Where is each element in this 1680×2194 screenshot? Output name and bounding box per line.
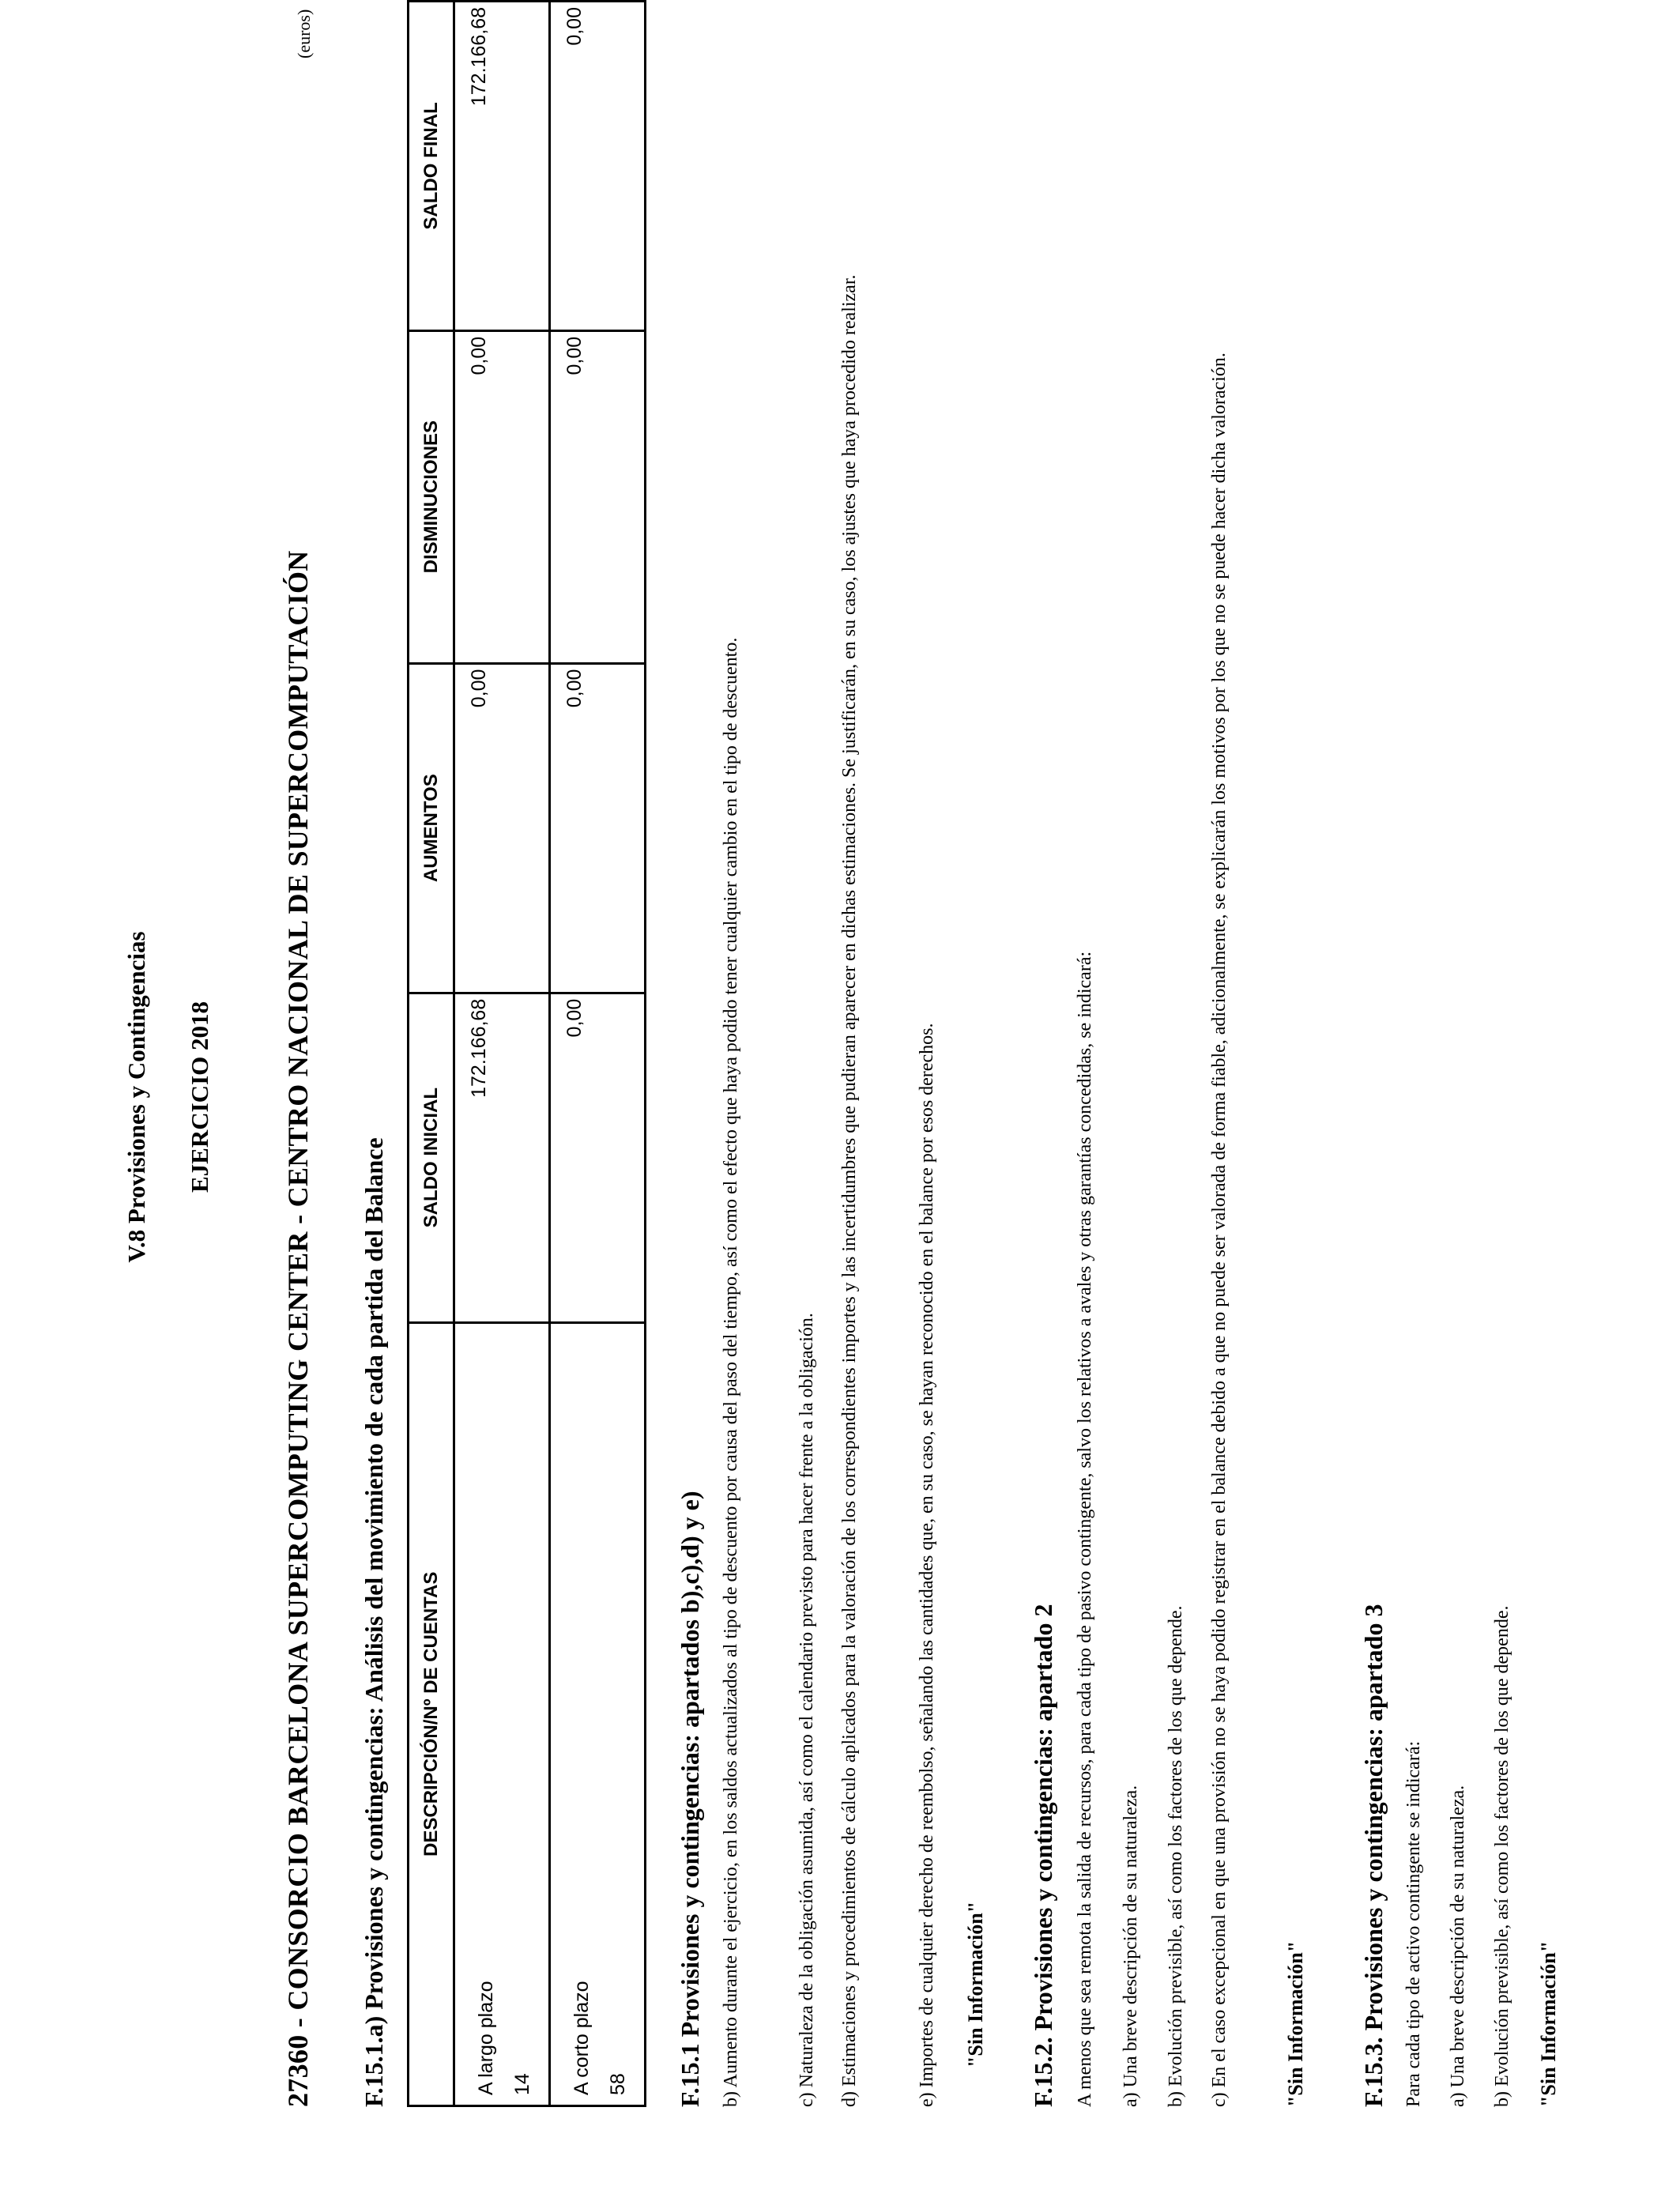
entity-name: 27360 - CONSORCIO BARCELONA SUPERCOMPUTING CENTER - CENTRO NACIONAL DE SUPERCOMPUTACIÓN [282, 550, 314, 2107]
cell-aumentos: 0,00 [550, 663, 646, 993]
table-section-title: F.15.1.a) Provisiones y contingencias: Análisis del movimiento de cada partida del Balance [360, 1137, 388, 2107]
cell-disminuciones: 0,00 [454, 330, 550, 663]
f15-3-item-b: b) Evolución previsible, así como los factores de los que depende. [1492, 1605, 1512, 2107]
col-saldo-inicial: SALDO INICIAL [409, 993, 454, 1322]
table-header-row [409, 2, 454, 2106]
row-account: 14 [511, 2073, 533, 2095]
f15-1-title: F.15.1 Provisiones y contingencias: apartados b),c),d) y e) [676, 1491, 704, 2107]
col-aumentos: AUMENTOS [409, 663, 454, 993]
f15-2-item-b: b) Evolución previsible, así como los factores de los que depende. [1166, 1605, 1186, 2107]
row-description: A corto plazo [571, 1981, 593, 2095]
f15-3-intro: Para cada tipo de activo contingente se indicará: [1403, 1740, 1424, 2107]
cell-disminuciones: 0,00 [550, 330, 646, 663]
provisions-table [407, 0, 646, 2107]
table-row [550, 2, 646, 2106]
cell-saldo-final: 172.166,68 [454, 2, 550, 331]
f15-2-item-c: c) En el caso excepcional en que una provisión no se haya podido registrar en el balance debido a que no puede ser valorada de forma fiable, adicionalmente, se explicarán los motivos por los que no se puede hacer dicha valoración. [1209, 352, 1230, 2107]
row-description-cell [454, 1322, 550, 2105]
table-row [454, 2, 550, 2106]
currency-note: (euros) [294, 9, 314, 58]
f15-3-sin-informacion: "Sin Información" [1537, 1940, 1560, 2107]
f15-3-title: F.15.3. Provisiones y contingencias: apartado 3 [1359, 1604, 1388, 2107]
f15-1-item-d: d) Estimaciones y procedimientos de cálculo aplicados para la valoración de los correspondientes importes y las incertidumbres que pudieran aparecer en dichas estimaciones. Se justificarán, en su caso, los ajustes que haya procedido realizar. [839, 274, 860, 2107]
exercise-year: EJERCICIO 2018 [186, 1001, 213, 1193]
f15-2-intro: A menos que sea remota la salida de recursos, para cada tipo de pasivo contingente, salvo los relativos a avales y otras garantías concedidas, se indicará: [1075, 951, 1095, 2107]
cell-saldo-final: 0,00 [550, 2, 646, 331]
f15-2-sin-informacion: "Sin Información" [1284, 1940, 1307, 2107]
col-disminuciones: DISMINUCIONES [409, 330, 454, 663]
f15-2-title: F.15.2. Provisiones y contingencias: apartado 2 [1029, 1604, 1057, 2107]
page-title: V.8 Provisiones y Contingencias [122, 931, 150, 1263]
f15-3-item-a: a) Una breve descripción de su naturaleza. [1448, 1785, 1468, 2107]
cell-saldo-inicial: 0,00 [550, 993, 646, 1322]
f15-1-item-c: c) Naturaleza de la obligación asumida, así como el calendario previsto para hacer frente a la obligación. [797, 1313, 817, 2107]
f15-1-item-e: e) Importes de cualquier derecho de reembolso, señalando las cantidades que, en su caso, se hayan reconocido en el balance por esos derechos. [917, 1023, 937, 2107]
cell-aumentos: 0,00 [454, 663, 550, 993]
cell-saldo-inicial: 172.166,68 [454, 993, 550, 1322]
row-description-cell [550, 1322, 646, 2105]
col-saldo-final: SALDO FINAL [409, 2, 454, 331]
f15-2-item-a: a) Una breve descripción de su naturaleza. [1121, 1785, 1141, 2107]
f15-1-sin-informacion: "Sin Información" [964, 1901, 987, 2068]
f15-1-item-b: b) Aumento durante el ejercicio, en los saldos actualizados al tipo de descuento por causa del paso del tiempo, así como el efecto que haya podido tener cualquier cambio en el tipo de descuento. [721, 637, 741, 2107]
row-account: 58 [607, 2073, 629, 2095]
col-descripcion: DESCRIPCIÓN/Nº DE CUENTAS [409, 1322, 454, 2105]
row-description: A largo plazo [475, 1981, 497, 2095]
